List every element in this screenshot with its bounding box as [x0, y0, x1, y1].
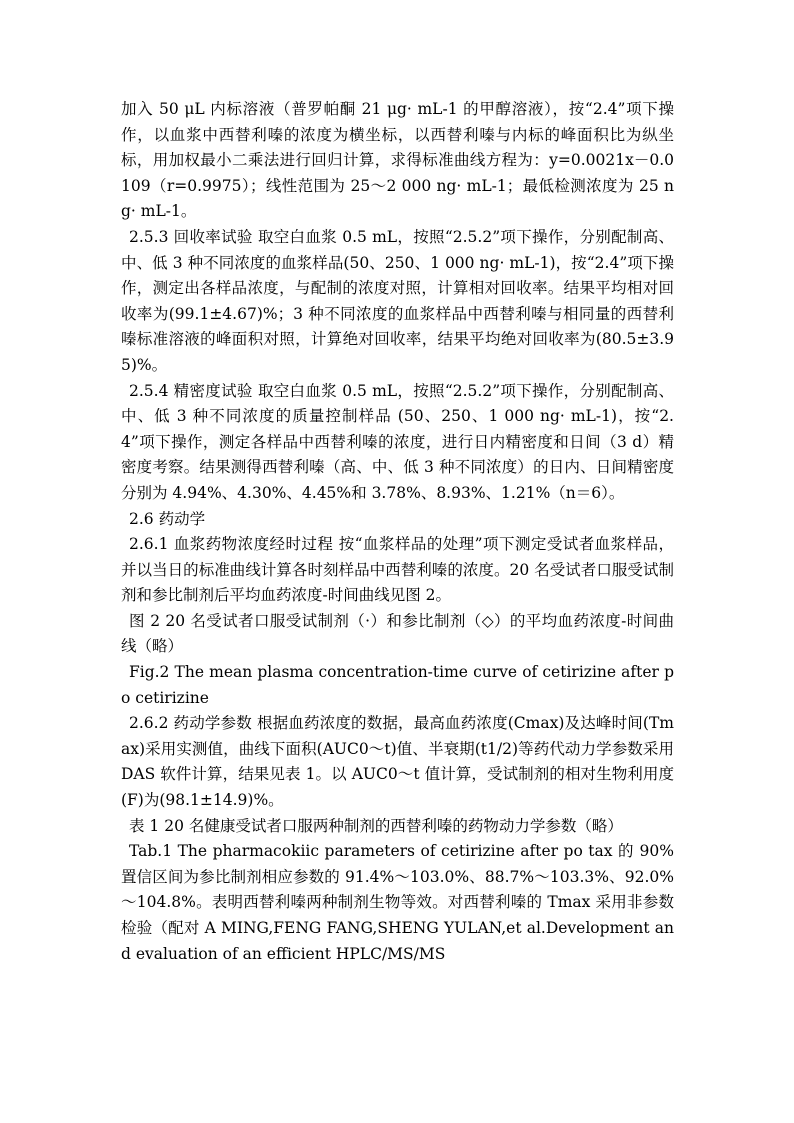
section-heading-pharmacokinetics: 2.6 药动学 — [129, 509, 206, 528]
paragraph-standard-curve: 加入 50 μL 内标溶液（普罗帕酮 21 μg· mL-1 的甲醇溶液），按“2.4”项下操作，以血浆中西替利嗪的浓度为横坐标，以西替利嗪与内标的峰面积比为纵坐标，用加权最小二乘法进行回归计算，求得标准曲线方程为：y=0.0021x－0.0109（r=0.9975）；线性范围为 25～2 000 ng· mL-1；最低检测浓度为 25 ng· mL-1。 — [121, 100, 674, 221]
paragraph-table-caption-en-and-conclusion: Tab.1 The pharmacokiic parameters of cetirizine after po tax 的 90%置信区间为参比制剂相应参数的 91.4%～103.0%、88.7%～103.3%、92.0%～104.8%。表明西替利嗪两种制剂生物等效。对西替利嗪的 Tmax 采用非参数检验（配对 A MING,FENG FANG,SHENG YULAN,et al.Development and evaluation of an efficient HPLC/MS/MS — [121, 842, 674, 963]
paragraph-precision-test: 2.5.4 精密度试验 取空白血浆 0.5 mL，按照“2.5.2”项下操作，分别配制高、中、低 3 种不同浓度的质量控制样品 (50、250、1 000 ng· mL-1)，按“2.4”项下操作，测定各样品中西替利嗪的浓度，进行日内精密度和日间（3 d）精密度考察。结果测得西替利嗪（高、中、低 3 种不同浓度）的日内、日间精密度分别为 4.94%、4.30%、4.45%和 3.78%、8.93%、1.21%（n＝6）。 — [121, 381, 674, 502]
figure-caption-cn: 图 2 20 名受试者口服受试制剂（·）和参比制剂（◇）的平均血药浓度-时间曲线（略） — [121, 611, 674, 656]
paragraph-recovery-test: 2.5.3 回收率试验 取空白血浆 0.5 mL，按照“2.5.2”项下操作，分别配制高、中、低 3 种不同浓度的血浆样品(50、250、1 000 ng· mL-1)，按“2.4”项下操作，测定出各样品浓度，与配制的浓度对照，计算相对回收率。结果平均相对回收率为(99.1±4.67)%；3 种不同浓度的血浆样品中西替利嗪与相同量的西替利嗪标准溶液的峰面积对照，计算绝对回收率，结果平均绝对回收率为(80.5±3.95)%。 — [121, 227, 674, 374]
document-body — [121, 97, 674, 967]
table-caption-cn: 表 1 20 名健康受试者口服两种制剂的西替利嗪的药物动力学参数（略） — [129, 816, 623, 835]
paragraph-concentration-time: 2.6.1 血浆药物浓度经时过程 按“血浆样品的处理”项下测定受试者血浆样品，并以当日的标准曲线计算各时刻样品中西替利嗪的浓度。20 名受试者口服受试制剂和参比制剂后平均血药浓度-时间曲线见图 2。 — [121, 535, 674, 605]
figure-caption-en: Fig.2 The mean plasma concentration-time curve of cetirizine after po cetirizine — [121, 663, 674, 707]
paragraph-pk-parameters: 2.6.2 药动学参数 根据血药浓度的数据，最高血药浓度(Cmax)及达峰时间(Tmax)采用实测值，曲线下面积(AUC0～t)值、半衰期(t1/2)等药代动力学参数采用 DAS 软件计算，结果见表 1。以 AUC0～t 值计算，受试制剂的相对生物利用度(F)为(98.1±14.9)%。 — [121, 714, 674, 810]
